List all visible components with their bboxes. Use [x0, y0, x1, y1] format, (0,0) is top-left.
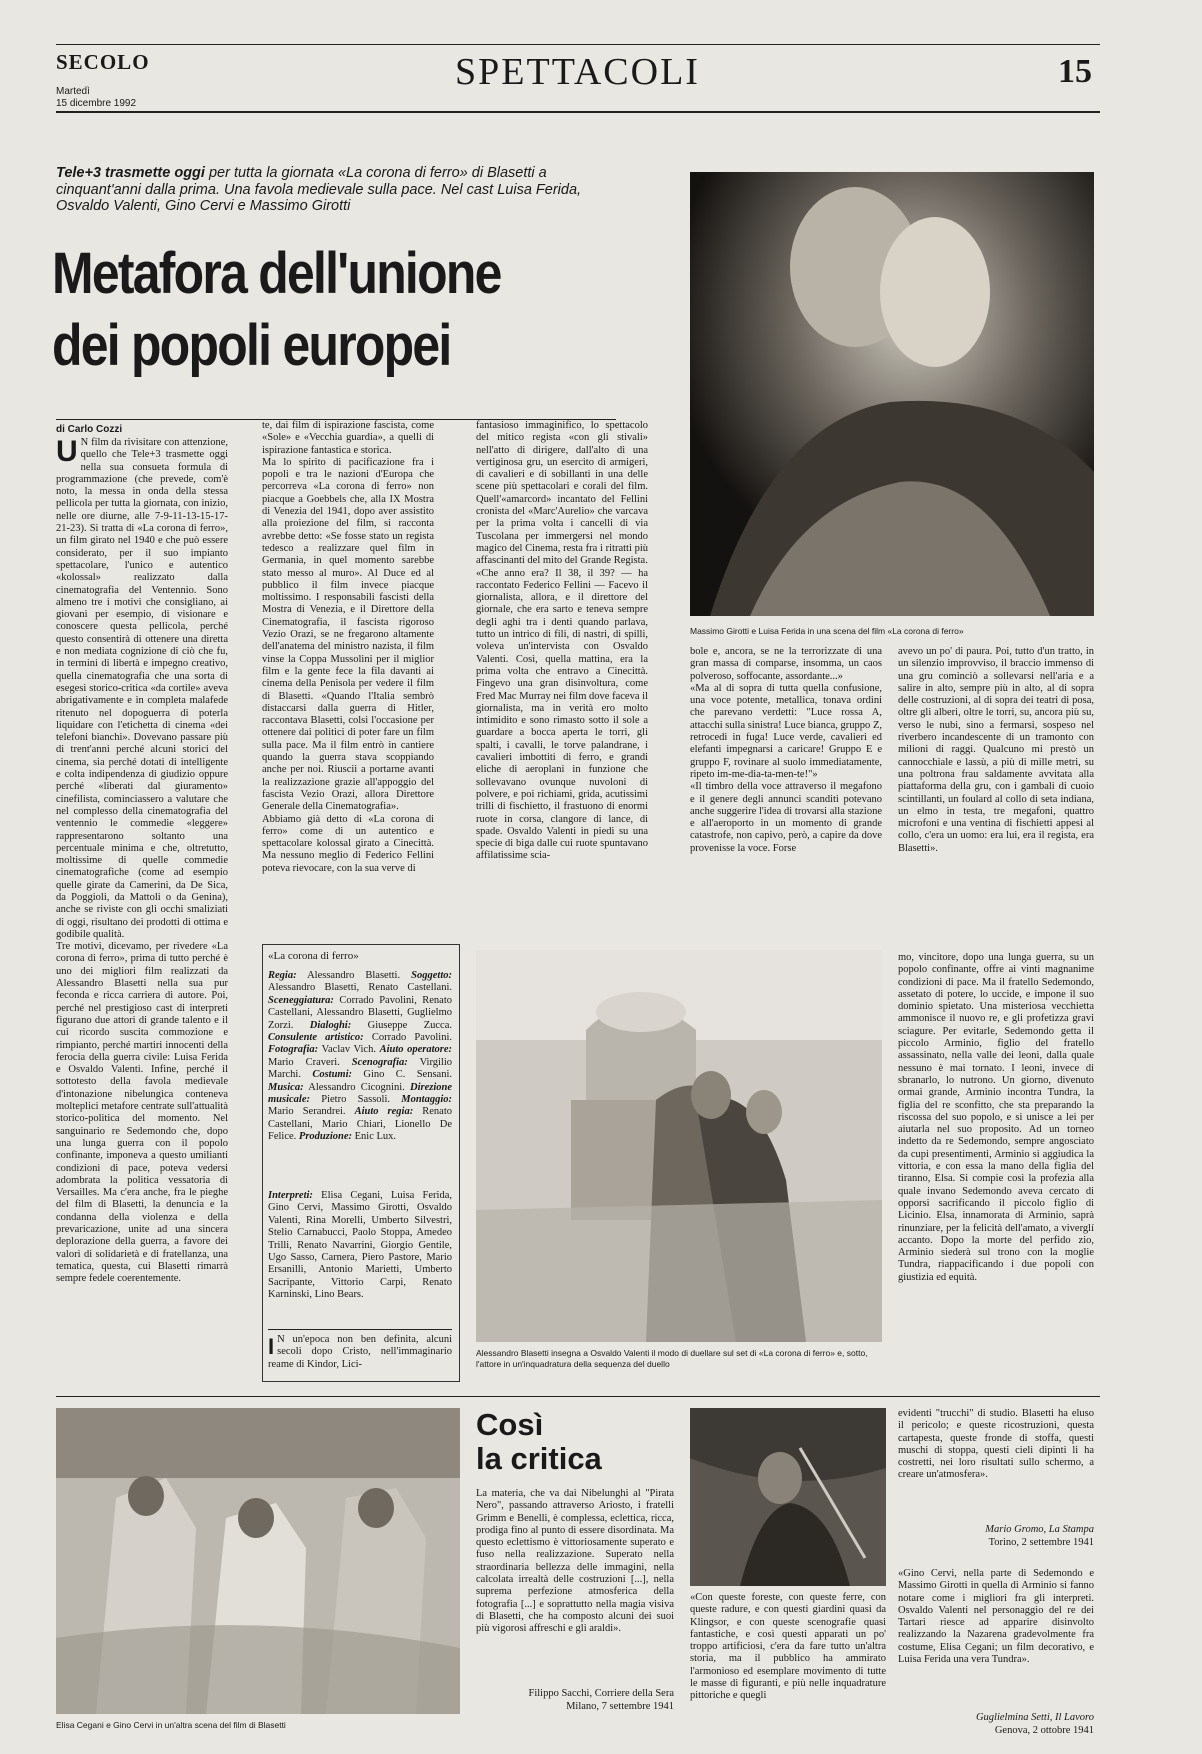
cast-list: Elisa Cegani, Luisa Ferida, Gino Cervi, Massimo Girotti, Osvaldo Valenti, Rina Morelli, Umberto Silvestri, Stelio Carnabucci, Paolo Stoppa, Amedeo Trilli, Renato Navarrini, Giorgio Gentile, Ugo Sasso, Carnera, Piero Pastore, Mario Ersanilli, Antonio Marietti, Umberto Sacripante, Vittorio Carpi, Renato Karninski, Lino Bears. [268, 1190, 452, 1301]
critica-quote-2-text: «Con queste foreste, con queste ferre, con queste radure, e con questi giardini quasi da Klingsor, e con queste scenografie quasi fantastiche, e così questi apparati un po' troppo artificiosi, c'era da fare tutto un'altra storia, ma il pubblico ha ammirato l'armonioso ed esemplare movimento di tutte le masse di figuranti, e più nelle inquadrature pittoriche e quegli [690, 1592, 886, 1702]
article-column-4 [690, 646, 882, 904]
issue-date [56, 86, 136, 110]
credit-value: Enic Lux. [354, 1131, 397, 1143]
credit-value: Giuseppe Zucca. [367, 1019, 452, 1031]
critica-source-1-name: Filippo Sacchi, Corriere della Sera [528, 1688, 674, 1699]
critica-source-3-name: Guglielmina Setti, Il Lavoro [975, 1712, 1094, 1723]
credit-label: Montaggio: [401, 1094, 453, 1106]
sidebar-credits [268, 970, 452, 1144]
photo-duel-sequence-image [690, 1408, 886, 1586]
plot-start-text: N un'epoca non ben definita, alcuni secoli dopo Cristo, nell'immaginario reame di Kindor, Lici- [268, 1334, 452, 1370]
critica-quote-3 [898, 1408, 1094, 1520]
section-title: SPETTACOLI [455, 51, 700, 93]
top-photo-caption: Massimo Girotti e Luisa Ferida in una scena del film «La corona di ferro» [690, 626, 964, 636]
critica-quote-4-text: «Gino Cervi, nella parte di Sedemondo e Massimo Girotti in quella di Arminio si fanno notare come i migliori fra gli interpreti. Osvaldo Valenti nel personaggio del re dei Tartari riesce ad apparire disinvolto realizzando la Nazarena gradevolmente fra costume, Elisa Cegani; un film decorativo, e Luisa Ferida una vera Tundra». [898, 1568, 1094, 1666]
article-column-1 [56, 437, 228, 1372]
critica-source-1 [476, 1688, 674, 1713]
masthead-top-rule [56, 44, 1100, 45]
critica-title-line1: Così [476, 1407, 544, 1442]
article-column-2 [262, 420, 434, 905]
article-column-5 [898, 646, 1094, 904]
credit-value: Mario Serandrei. [268, 1106, 346, 1118]
issue-day: Martedì [56, 86, 90, 97]
article-column-3 [476, 420, 648, 905]
sidebar-rule [268, 1329, 452, 1330]
middle-photo-caption: Alessandro Blasetti insegna a Osvaldo Valenti il modo di duellare sul set di «La corona di ferro» e, sotto, l'attore in un'inquadratura della sequenza del duello [476, 1348, 868, 1369]
credit-label: Fotografia: [268, 1044, 319, 1056]
photo-girotti-ferida-image [690, 172, 1094, 616]
credit-value: Corrado Pavolini. [371, 1032, 453, 1044]
credit-label: Produzione: [298, 1131, 352, 1143]
credit-label: Aiuto regia: [354, 1106, 414, 1118]
masthead-bottom-rule [56, 111, 1100, 113]
credit-value: Gino C. Sensani. [363, 1069, 452, 1081]
critica-source-2 [898, 1524, 1094, 1549]
article-byline: di Carlo Cozzi [56, 424, 123, 435]
kicker-lead: Tele+3 trasmette oggi [56, 165, 205, 181]
critica-source-2-place: Torino, 2 settembre 1941 [988, 1536, 1094, 1548]
article-column-6-text: mo, vincitore, dopo una lunga guerra, su un popolo confinante, offre ai vinti magnanime condizioni di pace. Ma il fratello Sedemondo, assetato di potere, lo uccide, e impone il suo dominio spietato. Una misteriosa vecchietta ammonisce il nuovo re, e gli profetizza gravi sciagure. Per evitarle, Sedemondo getta il piccolo Arminio, figlio del fratello assassinato, nella valle dei leoni, dalla quale nessuno è mai tornato. I leoni, invece di sbranarlo, lo nutrono. Un giorno, divenuto ormai grande, Arminio incontra Tundra, la figlia del re sconfitto, che sta preparando la riscossa del suo popolo, e si unisce a lei per aiutarla nel suo proposito. Ad un torneo indetto da re Sedemondo, sempre angosciato da cupi presentimenti, Arminio si aggiudica la vittoria, e con essa la mano della figlia del tiranno, Elsa. Si compie così la profezia alla quale invano Sedemondo aveva cercato di opporsi sacrificando il piccolo figlio di Licinio. Elsa, innamorata di Arminio, saprà rinunziare, per la felicità dell'amato, a viverglí accanto. Dopo la morte del perfido zio, Arminio siederà sul trono con la moglie Tundra, riappacificando i due popoli con giustizia ed equità. [898, 952, 1094, 1283]
credit-value: Vaclav Vich. [321, 1044, 376, 1056]
critica-title-line2: la critica [476, 1441, 602, 1476]
article-column-4-text: bole e, ancora, se ne la terrorizzate di una gran massa di comparse, insomma, un caos polveroso, soffocante, assordante...» «Ma al di sopra di tutta quella confusione, una voce potente, metallica, tonava ordini che parevano verdetti: "Luce rossa A, attacchi sulla sinistra! Luce bianca, gruppo Z, retrocedi in fuga! Luce verde, cavalieri ed elefanti impegnarsi a caricare! Gruppo E e gruppo F, rovinare al suolo immediatamente, ripeto im-me-dia-ta-men-te!"» «Il timbro della voce attraverso il megafono e il genere degli annunci scanditi potevano anche suggerire l'idea di trovarsi alla stazione e all'aeroporto in un momento di grande catastrofe, non capivo, però, a capire da dove provenisse la voce. Forse [690, 646, 882, 854]
critica-quote-2 [690, 1592, 886, 1712]
credit-label: Dialoghi: [309, 1019, 352, 1031]
plot-dropcap: I [268, 1334, 275, 1359]
sidebar-title: «La corona di ferro» [268, 950, 359, 962]
credit-value: Renato Castellani, Mario Chiari, Lionello De Felice. [268, 1106, 452, 1143]
photo-girotti-ferida [690, 172, 1094, 616]
photo-blasetti-valenti [476, 950, 882, 1342]
credit-value: Virgilio Marchi. [268, 1056, 453, 1081]
article-column-2-text: te, dai film di ispirazione fascista, come «Sole» e «Vecchia guardia», a quelli di ispirazione fantastica e storica. Ma lo spirito di pacificazione fra i popoli e tra le nazioni d'Europa che percorreva «La corona di ferro» non piacque a Goebbels che, alla IX Mostra di Venezia del 1941, dopo aver assistito alla proiezione del film, si racconta avrebbe detto: «Se fosse stato un regista tedesco a realizzare quel film in Germania, in quel momento sarebbe stato messo al muro». Al Duce ed al pubblico il film invece piacque moltissimo. I responsabili fascisti della Mostra di Venezia, e il Direttore della Cinematografia, il fascista rigoroso Vezio Orazi, se ne fregarono altamente dell'anatema del ministro nazista, il film vinse la Coppa Mussolini per il miglior film e la gente fece la fila davanti ai cinema della Penisola per vedere il film di Blasetti. «Quando l'Italia sembrò distaccarsi dalla guerra di Hitler, raccontava Blasetti, colsi l'occasione per ottenere dai politici di poter fare un film sulla pace. Ma il film entrò in cantiere quando la guerra stava scoppiando anche per noi. Riuscii a portarne avanti la realizzazione grazie all'appoggio del fascista Vezio Orazi, allora Direttore Generale della Cinematografia». Abbiamo già detto di «La corona di ferro» come di un autentico e spettacolare kolossal girato a Cinecittà. Ma nessuno meglio di Federico Fellini poteva rievocare, con la sua verve di [262, 420, 434, 874]
article-kicker [56, 165, 616, 215]
lower-divider-rule [56, 1396, 1100, 1397]
critica-source-3 [898, 1712, 1094, 1737]
credit-label: Scenografia: [351, 1056, 408, 1068]
credit-label: Consulente artistico: [268, 1032, 364, 1044]
article-column-3-text: fantasioso immaginifico, lo spettacolo del mitico regista «con gli stivali» nell'atto di dirigere, dall'alto di una vertiginosa gru, un esercito di armigeri, di cavalieri e di sobillanti in una delle scene più spettacolari e corali del film. Quell'«amarcord» incantato del Fellini cronista del «Marc'Aurelio» che varcava per la prima volta i cancelli di via Tuscolana per immergersi nel mondo magico del Cinema, resta fra i ritratti più affascinanti del mito del Grande Regista. «Che anno era? Il 38, il 39? — ha raccontato Federico Fellini — Facevo il giornalista, allora, e il direttore del giornale, che era sarto e teneva sempre degli aghi tra i denti quando parlava, tutto un intrico di fili, di nastri, di spilli, voleva un'intervista con Osvaldo Valenti. Così, quella mattina, era la prima volta che entravo a Cinecittà. Fingevo una gran disinvoltura, come Fred Mac Murray nei film dove faceva il giornalista, ma in verità ero molto intimidito e sono rimasto sotto il sole a guardare a bocca aperta le torri, gli spalti, i cavalli, le torve palandrane, i cavalieri imbottiti di ferro, e grandi eliche di aeroplani in funzione che sollevavano ovunque nuvoloni di polvere, e poi richiami, grida, acutissimi trilli di fischietto, il frastuono di enormi ruote in corsa, clangore di lance, di spade. Osvaldo Valenti in piedi su una specie di biga dalle cui ruote spuntavano affilatissime scia- [476, 420, 648, 862]
credit-label: Sceneggiatura: [268, 994, 334, 1006]
credit-label: Musica: [268, 1081, 304, 1093]
credit-label: Soggetto: [411, 970, 453, 981]
article-headline: Metafora dell'unione dei popoli europei [52, 241, 501, 378]
photo-cegani-cervi [56, 1408, 460, 1714]
credit-value: Alessandro Blasetti, Renato Castellani. [268, 982, 452, 994]
credit-value: Alessandro Blasetti. [307, 970, 401, 981]
article-dropcap: U [56, 437, 78, 468]
critica-source-2-name: Mario Gromo, La Stampa [985, 1524, 1094, 1535]
credit-label: Regia: [268, 970, 297, 981]
credit-label: Costumi: [312, 1069, 352, 1081]
photo-cegani-cervi-image [56, 1408, 460, 1714]
credit-value: Mario Craveri. [268, 1056, 340, 1068]
issue-full-date: 15 dicembre 1992 [56, 98, 137, 109]
newspaper-logo: SECOLO [56, 50, 150, 74]
sidebar-cast [268, 1190, 452, 1302]
article-column-5-text: avevo un po' di paura. Poi, tutto d'un tratto, in un silenzio improvviso, il braccio immenso di una gru cominciò a sollevarsi nell'aria e a salire in alto, sempre più in alto, al di sopra delle costruzioni, al di sopra dei teatri di posa, oltre gli alberi, oltre le torri, su, ancora più su, verso le nubi, sino a fermarsi, sospeso nel riverbero incandescente di un tramonto con milioni di raggi. Qualcuno mi prestò un cannocchiale e lassù, a più di mille metri, su una poltrona frau saldamente avvitata alla piattaforma della gru, con i gambali di cuoio scintillanti, un foulard al collo di seta indiana, un elmo in testa, tre megafoni, quattro microfoni e una ventina di fischietti appesi al collo, c'era un uomo: era lui, era il regista, era Blasetti». [898, 646, 1094, 854]
credit-label: Aiuto operatore: [379, 1044, 452, 1056]
critica-quote-4 [898, 1568, 1094, 1708]
critica-title [476, 1408, 602, 1476]
credit-value: Alessandro Cicognini. [308, 1081, 405, 1093]
critica-quote-1-text: La materia, che va dai Nibelunghi al "Pirata Nero", passando attraverso Ariosto, i fratelli Grimm e Benelli, è complessa, eclettica, ricca, prodiga fino al punto di essere disordinata. Ma questo eclettismo è vittoriosamente superato e fuso nella realizzazione. Superato nella straordinaria bellezza delle immagini, nella calcolata irrealtà delle costruzioni [...], nella suprema perfezione atmosferica della fotografia [...] e soprattutto nella magia visiva di Blasetti, che ha composto alcuni dei suoi più vigorosi affreschi e gli araldi». [476, 1488, 674, 1635]
credit-value: Pietro Sassoli. [321, 1094, 390, 1106]
page-number: 15 [1058, 53, 1092, 90]
critica-source-3-place: Genova, 2 ottobre 1941 [994, 1724, 1094, 1736]
article-column-6 [898, 952, 1094, 1380]
photo-blasetti-valenti-image [476, 950, 882, 1342]
credit-value: Corrado Pavolini, Renato Castellani, Alessandro Blasetti, Guglielmo Zorzi. [268, 994, 452, 1031]
photo-duel-sequence [690, 1408, 886, 1586]
credit-label: Direzione musicale: [268, 1081, 452, 1106]
critica-quote-1 [476, 1488, 674, 1672]
sidebar-plot-start [268, 1334, 452, 1371]
critica-source-1-place: Milano, 7 settembre 1941 [566, 1700, 674, 1712]
article-column-1-text: N film da rivisitare con attenzione, quello che Tele+3 trasmette oggi nella sua consueta formula di programmazione (che prevede, com'è noto, la messa in onda della stessa pellicola per tutta la giornata, con inizio, nelle ore diurne, alle 7-9-11-13-15-17-21-23). Si tratta di «La corona di ferro», un film girato nel 1940 e che può essere considerato, per il suo impianto spettacolare, l'unico e autentico «kolossal» realizzato dalla cinematografia del Ventennio. Sono almeno tre i motivi che consigliano, ai giovani per esempio, di visionare e conoscere questa pellicola, perché questo consentirà di ottenere una diretta e non mediata cognizione di ciò che fu, in termini di libertà e impegno creativo, quella cinematografia che una sorta di esegesi storico-critica «da cortile» aveva abrigativamente e in completa malafede ritenuto nel dopoguerra di poterla liquidare con l'etichetta di cinema «dei telefoni bianchi». Dovevano passare più di trent'anni perché alcuni storici del cinema, sia perché dotati di intelligente e colta indipendenza di giudizio oppure perché «liberati dal giuramento» cinefilista, cominciassero a valutare che nel complesso della cinematografia del ventennio le commedie «leggere» rappresentarono soltanto una percentuale minima e che, oltretutto, moltissime di quelle commedie cinematografiche (come ad esempio quelle girate da Camerini, da De Sica, da Poggioli, da Mattoli o da Genina), anche se riviste con gli occhi smaliziati di oggi, risultano dei prodotti di ottima e godibile qualità. Tre motivi, dicevamo, per rivedere «La corona di ferro», prima di tutto perché è uno dei migliori film realizzati da Alessandro Blasetti nella sua pur feconda e ricca carriera di autore. Poi, perché nel prestigioso cast di interpreti figurano due attori di grande talento e il cui ricordo suscita commozione e rimpianto, perché martiri innocenti della ferocia della guerra civile: Luisa Ferida e Osvaldo Valenti. Infine, perché il sottotesto della favola medievale d'intonazione nibelungica conteneva molteplici metafore centrate sull'attualità storico-politica del momento. Nel sanguinario re Sedemondo che, dopo una lunga guerra con il popolo confinante, imponeva a questo umilianti condizioni di pace, poteva vedersi adombrata la politica vessatoria di Versailles. Ma c'era anche, fra le pieghe del film di Blasetti, la denuncia e la condanna della violenza e della prevaricazione, unite ad una sincera deplorazione della guerra, a favore dei valori di solidarietà e di fratellanza, una tematica, questa, cui Blasetti rimarrà sempre fedele coerentemente. [56, 437, 228, 1285]
bottom-photo-caption: Elisa Cegani e Gino Cervi in un'altra scena del film di Blasetti [56, 1720, 286, 1730]
critica-quote-3-text: evidenti "trucchi" di studio. Blasetti ha eluso il pericolo; e queste ricostruzioni, questa cartapesta, queste fronde di stoffa, questi muschi di stoppa, questi cieli dipinti li ha costretti, nei loro risultati sullo schermo, a creare un'atmosfera». [898, 1408, 1094, 1481]
kicker-text: per tutta la giornata «La corona di ferro» di Blasetti a cinquant'anni dalla prima. Una favola medievale sulla pace. Nel cast Luisa Ferida, Osvaldo Valenti, Gino Cervi e Massimo Girotti [56, 165, 582, 214]
cast-label: Interpreti: [268, 1190, 313, 1201]
